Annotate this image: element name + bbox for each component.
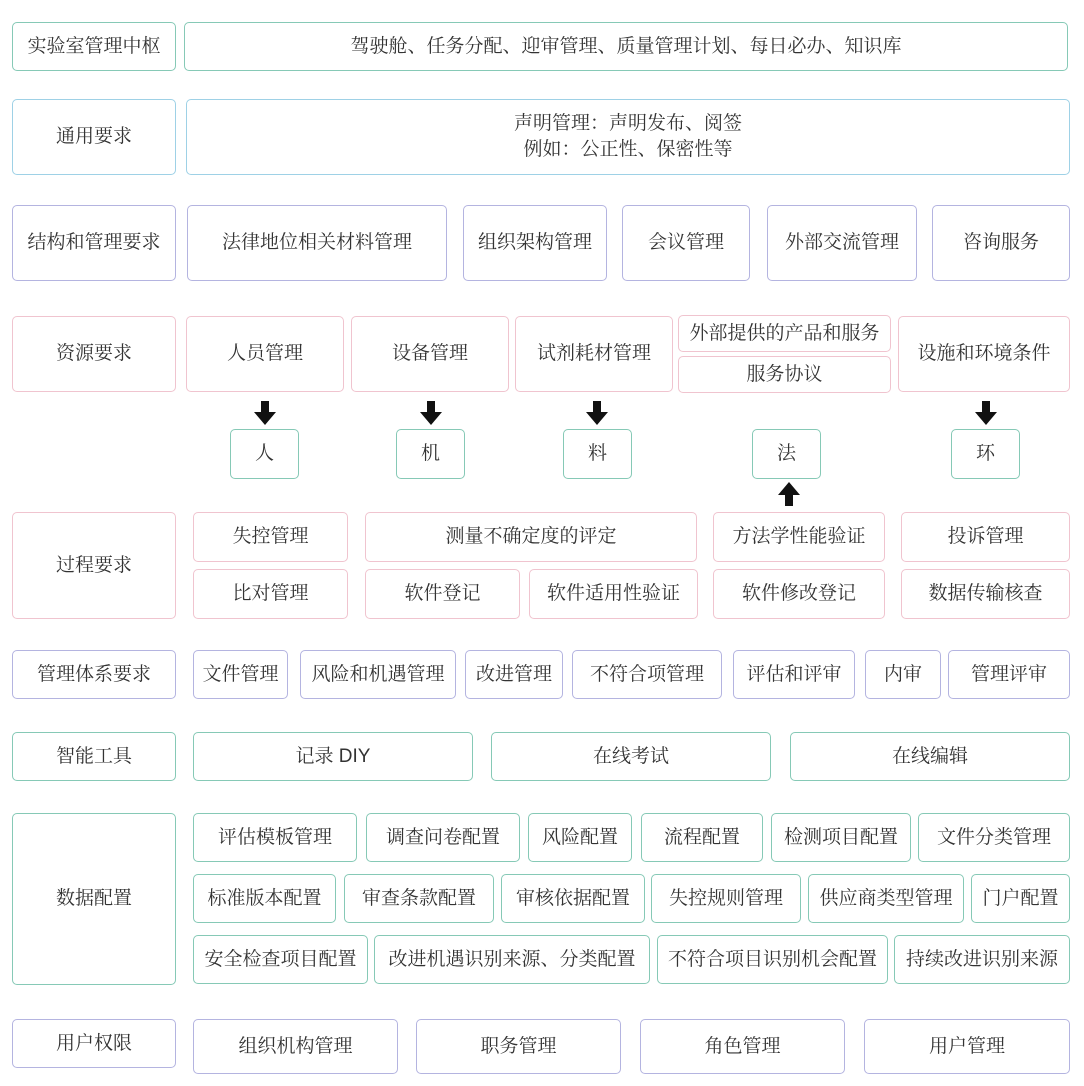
resource-item <box>515 316 673 392</box>
permission-item <box>193 1019 398 1074</box>
process-item-text: 软件登记 <box>404 583 481 605</box>
resource-item-text: 人员管理 <box>226 343 303 365</box>
process-item-text: 投诉管理 <box>947 526 1024 548</box>
factor-text: 人 <box>254 443 274 465</box>
tool-item-text: 在线编辑 <box>891 745 968 767</box>
data-config-item-text: 审查条款配置 <box>361 887 476 909</box>
data-config-item-text: 文件分类管理 <box>936 826 1051 848</box>
tool-item <box>491 732 771 781</box>
factor-box <box>563 429 632 479</box>
structure-item-text: 法律地位相关材料管理 <box>221 232 412 254</box>
data-config-item <box>971 874 1070 923</box>
data-config-item-text: 供应商类型管理 <box>819 887 953 909</box>
data-config-item-text: 流程配置 <box>663 826 740 848</box>
data-config-item <box>501 874 645 923</box>
mgmt-system-item <box>948 650 1070 699</box>
data-config-item <box>657 935 888 984</box>
process-item-text: 失控管理 <box>232 526 309 548</box>
general-label <box>12 99 176 175</box>
data-config-item-text: 风险配置 <box>541 826 618 848</box>
structure-item <box>767 205 917 281</box>
hub-content <box>184 22 1068 71</box>
factor-text: 环 <box>975 443 995 465</box>
general-line-2: 例如：公正性、保密性等 <box>523 139 733 160</box>
data-config-item <box>528 813 632 862</box>
permission-item <box>416 1019 621 1074</box>
structure-item <box>463 205 607 281</box>
process-item <box>193 512 348 562</box>
resource-item <box>898 316 1070 392</box>
mgmt-system-item-text: 改进管理 <box>475 663 552 685</box>
resource-item <box>678 315 891 352</box>
resource-item <box>678 356 891 393</box>
tools-label-text: 智能工具 <box>55 745 132 767</box>
factor-box <box>752 429 821 479</box>
factor-text: 料 <box>587 443 607 465</box>
data-config-item-text: 评估模板管理 <box>217 826 332 848</box>
general-content <box>186 99 1070 175</box>
arrow-down-icon <box>973 401 999 425</box>
permission-item <box>864 1019 1070 1074</box>
tool-item-text: 在线考试 <box>592 745 669 767</box>
structure-item-text: 会议管理 <box>647 232 724 254</box>
process-item <box>365 569 520 619</box>
resource-item <box>351 316 509 392</box>
process-item <box>193 569 348 619</box>
data-config-item <box>193 874 336 923</box>
structure-item-text: 咨询服务 <box>962 232 1039 254</box>
mgmt-system-item <box>572 650 722 699</box>
data-config-label <box>12 813 176 985</box>
data-config-item <box>771 813 911 862</box>
data-config-item <box>366 813 520 862</box>
tool-item <box>193 732 473 781</box>
process-item-text: 软件修改登记 <box>741 583 856 605</box>
permissions-label-text: 用户权限 <box>55 1032 132 1054</box>
tool-item-text: 记录 DIY <box>295 745 371 767</box>
general-label-text: 通用要求 <box>55 126 132 148</box>
structure-item-text: 外部交流管理 <box>784 232 899 254</box>
data-config-item <box>374 935 650 984</box>
process-item <box>529 569 698 619</box>
data-config-item <box>641 813 763 862</box>
hub-label-text: 实验室管理中枢 <box>27 35 161 57</box>
factor-text: 机 <box>420 443 440 465</box>
factor-box <box>230 429 299 479</box>
structure-item <box>622 205 750 281</box>
data-config-item-text: 安全检查项目配置 <box>204 948 357 970</box>
structure-label <box>12 205 176 281</box>
process-item-text: 比对管理 <box>232 583 309 605</box>
hub-label <box>12 22 176 71</box>
resource-item-text: 外部提供的产品和服务 <box>689 322 880 344</box>
structure-label-text: 结构和管理要求 <box>27 232 161 254</box>
data-config-item-text: 失控规则管理 <box>668 887 783 909</box>
mgmt-system-item-text: 不符合项管理 <box>589 663 704 685</box>
resource-item-text: 设施和环境条件 <box>917 343 1051 365</box>
mgmt-system-item <box>733 650 855 699</box>
process-item <box>713 512 885 562</box>
mgmt-system-item <box>300 650 456 699</box>
process-item-text: 数据传输核查 <box>928 583 1043 605</box>
structure-item <box>932 205 1070 281</box>
mgmt-system-item <box>193 650 288 699</box>
mgmt-system-item-text: 文件管理 <box>202 663 279 685</box>
data-config-item-text: 检测项目配置 <box>783 826 898 848</box>
mgmt-system-item-text: 内审 <box>883 663 922 685</box>
process-label-text: 过程要求 <box>55 554 132 576</box>
permission-item-text: 职务管理 <box>480 1035 557 1057</box>
data-config-item-text: 门户配置 <box>982 887 1059 909</box>
resources-label <box>12 316 176 392</box>
process-item-text: 软件适用性验证 <box>546 583 680 605</box>
arrow-down-icon <box>252 401 278 425</box>
data-config-item <box>344 874 494 923</box>
mgmt-system-label <box>12 650 176 699</box>
data-config-item-text: 不符合项目识别机会配置 <box>667 948 877 970</box>
permission-item-text: 组织机构管理 <box>238 1035 353 1057</box>
data-config-item <box>193 813 357 862</box>
hub-content-text: 驾驶舱、任务分配、迎审管理、质量管理计划、每日必办、知识库 <box>350 35 902 57</box>
data-config-item <box>808 874 964 923</box>
process-item <box>901 569 1070 619</box>
process-item-text: 方法学性能验证 <box>732 526 866 548</box>
permissions-label <box>12 1019 176 1068</box>
arrow-down-icon <box>584 401 610 425</box>
data-config-item-text: 改进机遇识别来源、分类配置 <box>388 948 636 970</box>
resource-item <box>186 316 344 392</box>
factor-box <box>951 429 1020 479</box>
resource-item-text: 服务协议 <box>746 363 823 385</box>
data-config-item <box>894 935 1070 984</box>
factor-text: 法 <box>776 443 796 465</box>
data-config-item-text: 持续改进识别来源 <box>905 948 1058 970</box>
data-config-item <box>193 935 368 984</box>
resource-item-text: 试剂耗材管理 <box>536 343 651 365</box>
tool-item <box>790 732 1070 781</box>
data-config-item-text: 调查问卷配置 <box>385 826 500 848</box>
arrow-down-icon <box>418 401 444 425</box>
data-config-item <box>918 813 1070 862</box>
data-config-item <box>651 874 801 923</box>
process-item-text: 测量不确定度的评定 <box>445 526 617 548</box>
mgmt-system-item <box>865 650 941 699</box>
general-line-1: 声明管理：声明发布、阅签 <box>513 113 742 135</box>
arrow-up-icon <box>776 482 802 506</box>
factor-box <box>396 429 465 479</box>
process-item <box>713 569 885 619</box>
permission-item <box>640 1019 845 1074</box>
permission-item-text: 用户管理 <box>928 1035 1005 1057</box>
process-item <box>901 512 1070 562</box>
mgmt-system-item <box>465 650 563 699</box>
resource-item-text: 设备管理 <box>391 343 468 365</box>
structure-item-text: 组织架构管理 <box>477 232 592 254</box>
structure-item <box>187 205 447 281</box>
data-config-item-text: 标准版本配置 <box>207 887 322 909</box>
data-config-item-text: 审核依据配置 <box>515 887 630 909</box>
permission-item-text: 角色管理 <box>704 1035 781 1057</box>
data-config-label-text: 数据配置 <box>55 888 132 910</box>
process-item <box>365 512 697 562</box>
process-label <box>12 512 176 619</box>
resources-label-text: 资源要求 <box>55 343 132 365</box>
tools-label <box>12 732 176 781</box>
mgmt-system-item-text: 风险和机遇管理 <box>311 663 445 685</box>
mgmt-system-item-text: 管理评审 <box>970 663 1047 685</box>
mgmt-system-item-text: 评估和评审 <box>746 663 842 685</box>
mgmt-system-label-text: 管理体系要求 <box>36 663 151 685</box>
